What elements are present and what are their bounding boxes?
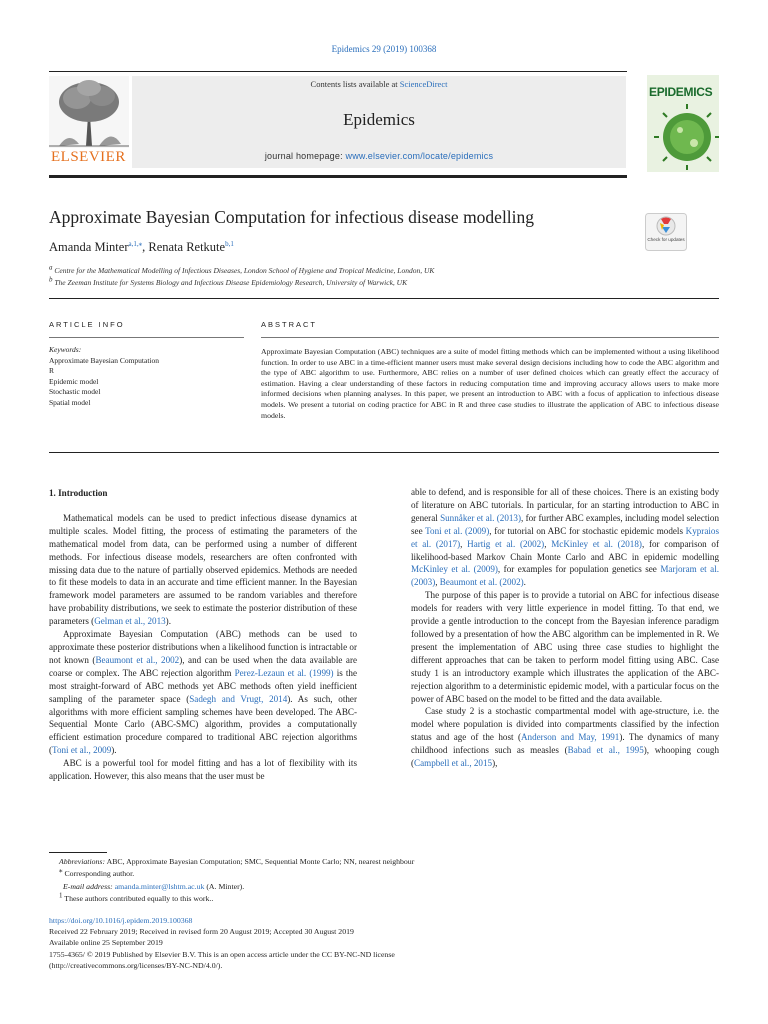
crossmark-icon [645, 213, 687, 251]
paragraph [49, 512, 357, 628]
citation-link[interactable]: Sunnåker et al. (2013) [440, 512, 521, 523]
abstract-heading: ABSTRACT [261, 320, 318, 329]
equal-contribution-note [49, 893, 414, 905]
sciencedirect-link[interactable]: ScienceDirect [399, 79, 448, 89]
author-name: Amanda Minter [49, 240, 129, 254]
online-date: Available online 25 September 2019 [49, 938, 163, 948]
keyword: Spatial model [49, 397, 91, 407]
citation-link[interactable]: Toni et al. (2009) [425, 525, 490, 536]
contents-prefix: Contents lists available at [310, 79, 400, 89]
email-link[interactable]: amanda.minter@lshtm.ac.uk [114, 881, 205, 891]
journal-name: Epidemics [343, 110, 415, 129]
article-title: Approximate Bayesian Computation for infectious disease modelling [49, 207, 535, 227]
paragraph-text: ), [492, 758, 498, 769]
paragraph-text: , [435, 577, 440, 588]
paragraph [411, 486, 719, 589]
paragraph-text: able to defend, and is responsible for all of these choices. There is an existing body of literature on ABC tutorials. In particular, for an starting introduction to ABC in general [411, 487, 719, 523]
paragraph-text: , [544, 538, 552, 549]
elsevier-logo[interactable] [49, 76, 129, 168]
paragraph [411, 705, 719, 770]
keyword: Approximate Bayesian Computation [49, 355, 159, 365]
paragraph-text: ), whooping cough ( [411, 745, 719, 769]
corresponding-note [49, 868, 414, 880]
elsevier-wordmark: ELSEVIER [51, 149, 126, 165]
equal-mark: 1 [59, 891, 63, 900]
body-rule [49, 452, 719, 453]
citation-link[interactable]: Campbell et al., 2015 [414, 758, 493, 769]
section-heading: 1. Introduction [49, 488, 108, 498]
paragraph-text: ), and can be used when the data available are coarse or complex. The ABC rejection algorithm [49, 654, 358, 678]
doi-link[interactable]: https://doi.org/10.1016/j.epidem.2019.100368 [49, 916, 193, 925]
affiliation-a [49, 263, 435, 275]
email-label: E-mail address: [63, 881, 113, 891]
cover-title: EPIDEMICS [649, 85, 713, 99]
homepage-prefix: journal homepage: [264, 151, 346, 161]
paragraph-text: , for further ABC examples, including model selection see [411, 512, 720, 536]
contents-line [132, 79, 626, 89]
paragraph-text: The purpose of this paper is to provide a tutorial on ABC for infectious disease models for readers with very little experience in model fitting. To that end, we provide a gentle introduction to the concept from the Bayesian inference paradigm followed by a presentation of how the ABC algorithm can be implemented in R. We present the implementation of ABC using three case studies to highlight the different approaches that can be taken to perform model fitting using ABC. Case study 1 is an introductory example which illustrates the application of the ABC-rejection algorithm to a deterministic epidemic model, with a particular focus on the power of ABC based on the model to be fitted and the data available. [411, 590, 719, 704]
metadata-rule [49, 298, 719, 299]
paragraph-text: , for tutorial on ABC for stochastic epidemic models [489, 525, 686, 536]
paragraph-text: , for comparison of likelihood-based Markov Chain Monte Carlo and ABC in epidemic modelling [411, 538, 720, 562]
affiliation-label: b [49, 275, 53, 284]
citation-link[interactable]: Gelman et al., 2013 [94, 616, 166, 627]
article-info-rule [49, 337, 244, 338]
affiliation-text: The Zeeman Institute for Systems Biology and Infectious Disease Epidemiology Research, University of Warwick, UK [54, 278, 408, 287]
paragraph-text: is the most straight-forward of ABC methods yet ABC methods often yield inefficient sampling of the parameter space ( [49, 667, 357, 704]
body-column-left [49, 487, 357, 783]
paragraph-text: ). [111, 745, 117, 756]
check-for-updates-badge[interactable] [645, 213, 687, 251]
citation-link[interactable]: Sadegh and Vrugt, 2014 [189, 693, 288, 704]
paragraph [49, 757, 357, 783]
abbreviations-label: Abbreviations: [59, 857, 106, 866]
author-separator: , [142, 240, 149, 254]
footnote-rule [49, 852, 107, 853]
abstract-text: Approximate Bayesian Computation (ABC) techniques are a suite of model fitting methods which can be implemented without a using likelihood function. In order to use ABC in a time-efficient manner users must make several design decisions including how to code the ABC algorithm and the type of ABC algorithm to use. Furthermore, ABC relies on a number of user defined choices which can greatly effect the accuracy of estimation. Having a clear understanding of these factors in reducing computation time and improving accuracy allows users to make more informed decisions when planning analyses. In this paper, we present an introduction to ABC with a focus of application to infectious disease models. We present a tutorial on coding practice for ABC in R and three case studies to illustrate the application of ABC to infectious disease models. [261, 347, 719, 420]
paragraph-text: ). [165, 616, 171, 627]
citation-link[interactable]: Hartig et al. (2002) [467, 538, 545, 549]
citation-link[interactable]: McKinley et al. (2009) [411, 564, 498, 575]
equal-text: These authors contributed equally to this work.. [62, 894, 214, 904]
paragraph-text: ABC is a powerful tool for model fitting and has a lot of flexibility with its application. However, this also means that the user must be [49, 758, 357, 782]
crossmark-label: Check for updates [647, 237, 685, 242]
abbreviations-note [49, 856, 414, 868]
elsevier-tree-icon [49, 76, 129, 148]
paragraph-text: , for examples for population genetics see [497, 564, 661, 575]
email-note [49, 881, 414, 893]
abbreviations-text: ABC, Approximate Bayesian Computation; SMC, Sequential Monte Carlo; NN, nearest neighbour [105, 857, 415, 866]
citation-link[interactable]: Toni et al., 2009 [52, 745, 112, 756]
homepage-line [132, 151, 626, 161]
citation-link[interactable]: McKinley et al. (2018) [551, 538, 642, 549]
homepage-link[interactable]: www.elsevier.com/locate/epidemics [345, 151, 494, 161]
citation-link[interactable]: Perez-Lezaun et al. (1999) [234, 667, 334, 678]
paragraph [411, 589, 719, 705]
citation-link[interactable]: Kypraios et al. (2017) [411, 525, 719, 549]
license-url: (http://creativecommons.org/licenses/BY-NC-ND/4.0/). [49, 960, 223, 970]
author-list [49, 240, 234, 255]
article-info-heading: ARTICLE INFO [49, 320, 125, 329]
keyword: Epidemic model [49, 376, 99, 386]
author-affiliation-mark[interactable]: a,1,⁎ [128, 239, 143, 248]
citation-link[interactable]: Beaumont et al. (2002) [439, 577, 524, 588]
citation-link[interactable]: Marjoram et al. (2003) [411, 564, 720, 588]
email-suffix: (A. Minter). [204, 881, 245, 891]
keyword: Stochastic model [49, 387, 101, 396]
author-affiliation-mark[interactable]: b,1 [225, 239, 234, 248]
citation-link[interactable]: Babad et al., 1995 [567, 745, 644, 756]
author-name: Renata Retkute [148, 240, 226, 254]
received-dates: Received 22 February 2019; Received in revised form 20 August 2019; Accepted 30 August 2019 [49, 927, 354, 937]
right-paragraphs [411, 486, 719, 770]
paragraph-text: ). The dynamics of many childhood infections such as measles ( [411, 732, 720, 756]
virus-icon [647, 75, 719, 172]
header-rule-bottom [49, 175, 627, 178]
citation-link[interactable]: Anderson and May, 1991 [520, 732, 620, 743]
paragraph-text: Approximate Bayesian Computation (ABC) methods can be used to approximate these posterior distributions when a likelihood function is intractable or not known ( [49, 629, 357, 665]
paragraph-text: Mathematical models can be used to predict infectious disease dynamics at multiple scales. Model fitting, the process of estimating the parameters of the mathematical model from data, can be performed using a number of different methods. For infectious disease models, researchers are often confronted with missing data due to the nature of partially observed epidemics. Methods are needed to fit these models to data in an accurate and time efficient manner. In the Bayesian framework model parameters are assumed to be random variables and therefore have probability distributions, we seek to estimate the posterior distribution of these parameters ( [49, 512, 357, 627]
journal-reference[interactable]: Epidemics 29 (2019) 100368 [331, 44, 437, 54]
left-paragraphs [49, 512, 357, 783]
corresponding-mark: ⁎ [59, 866, 63, 875]
keyword: R [49, 366, 55, 375]
paragraph-text: ). As such, other algorithms with more efficient sampling schemes have been developed. The ABC-Sequential Monte Carlo (ABC-SMC) algorithm, provides a computationally efficient estimation procedure compared to traditional ABC rejection algorithms ( [49, 693, 357, 756]
paragraph-text: . [523, 577, 526, 588]
paragraph-text: Case study 2 is a stochastic compartmental model with age-structure, i.e. the model where population is divided into compartments classified by the infection status and age of the host ( [411, 706, 719, 743]
keywords-block [49, 345, 159, 408]
citation-link[interactable]: Beaumont et al., 2002 [95, 654, 180, 665]
journal-cover[interactable] [647, 75, 719, 172]
license-text: 1755-4365/ © 2019 Published by Elsevier B.V. This is an open access article under the CC BY-NC-ND license [49, 949, 395, 959]
affiliation-text: Centre for the Mathematical Modelling of Infectious Diseases, London School of Hygiene and Tropical Medicine, London, UK [54, 266, 435, 275]
corresponding-text: Corresponding author. [62, 869, 135, 879]
keywords-label: Keywords: [49, 345, 82, 354]
body-column-right [411, 486, 719, 770]
affiliation-b [49, 275, 408, 287]
paragraph [49, 628, 357, 757]
footnotes [49, 856, 414, 906]
publication-info [49, 915, 395, 971]
header-rule-top [49, 71, 627, 72]
abstract-rule [261, 337, 719, 338]
paragraph-text: , [460, 538, 468, 549]
affiliation-label: a [49, 263, 53, 272]
